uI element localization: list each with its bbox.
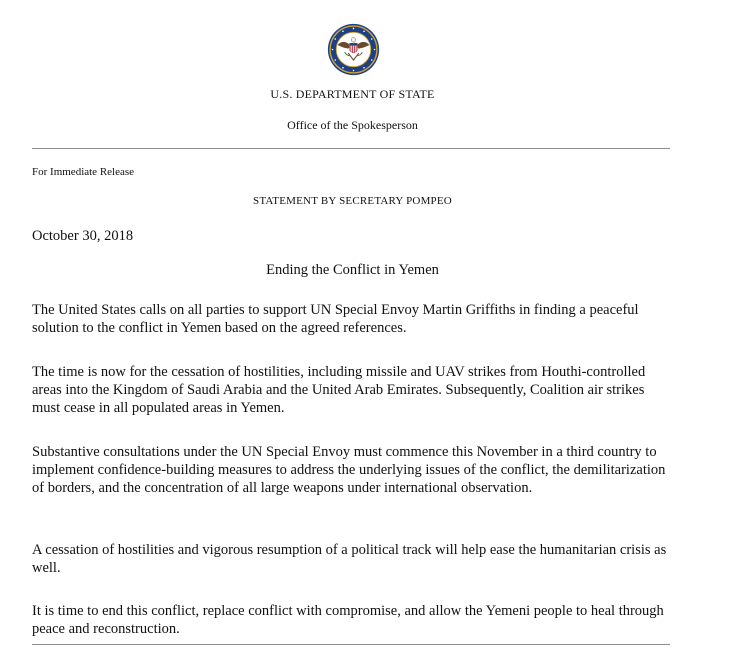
bottom-divider [32,644,670,645]
department-name: U.S. DEPARTMENT OF STATE [270,87,435,101]
statement-title: STATEMENT BY SECRETARY POMPEO [253,195,452,207]
office-name: Office of the Spokesperson [287,118,418,132]
department-of-state-seal-icon [327,23,380,76]
body-paragraph: The time is now for the cessation of hostilities, including missile and UAV strikes from Houthi-controlled areas into the Kingdom of Saudi Arabia and the United Arab Emirates. Subsequently, Coalition air strikes must cease in all populated areas in Yemen. [32,364,646,416]
release-label: For Immediate Release [32,166,135,178]
statement-headline: Ending the Conflict in Yemen [266,262,439,278]
body-paragraph: Substantive consultations under the UN Special Envoy must commence this November in a third country to implement confidence-building measures to address the underlying issues of the conflict, the demilitarization of borders, and the concentration of all large weapons under international observation. [32,444,666,496]
body-paragraph: It is time to end this conflict, replace conflict with compromise, and allow the Yemeni people to heal through peace and reconstruction. [32,603,664,637]
top-divider [32,148,670,149]
body-paragraph: The United States calls on all parties to support UN Special Envoy Martin Griffiths in finding a peaceful solution to the conflict in Yemen based on the agreed references. [32,302,639,336]
body-paragraph: A cessation of hostilities and vigorous resumption of a political track will help ease the humanitarian crisis as well. [32,542,667,576]
statement-date: October 30, 2018 [32,228,134,244]
